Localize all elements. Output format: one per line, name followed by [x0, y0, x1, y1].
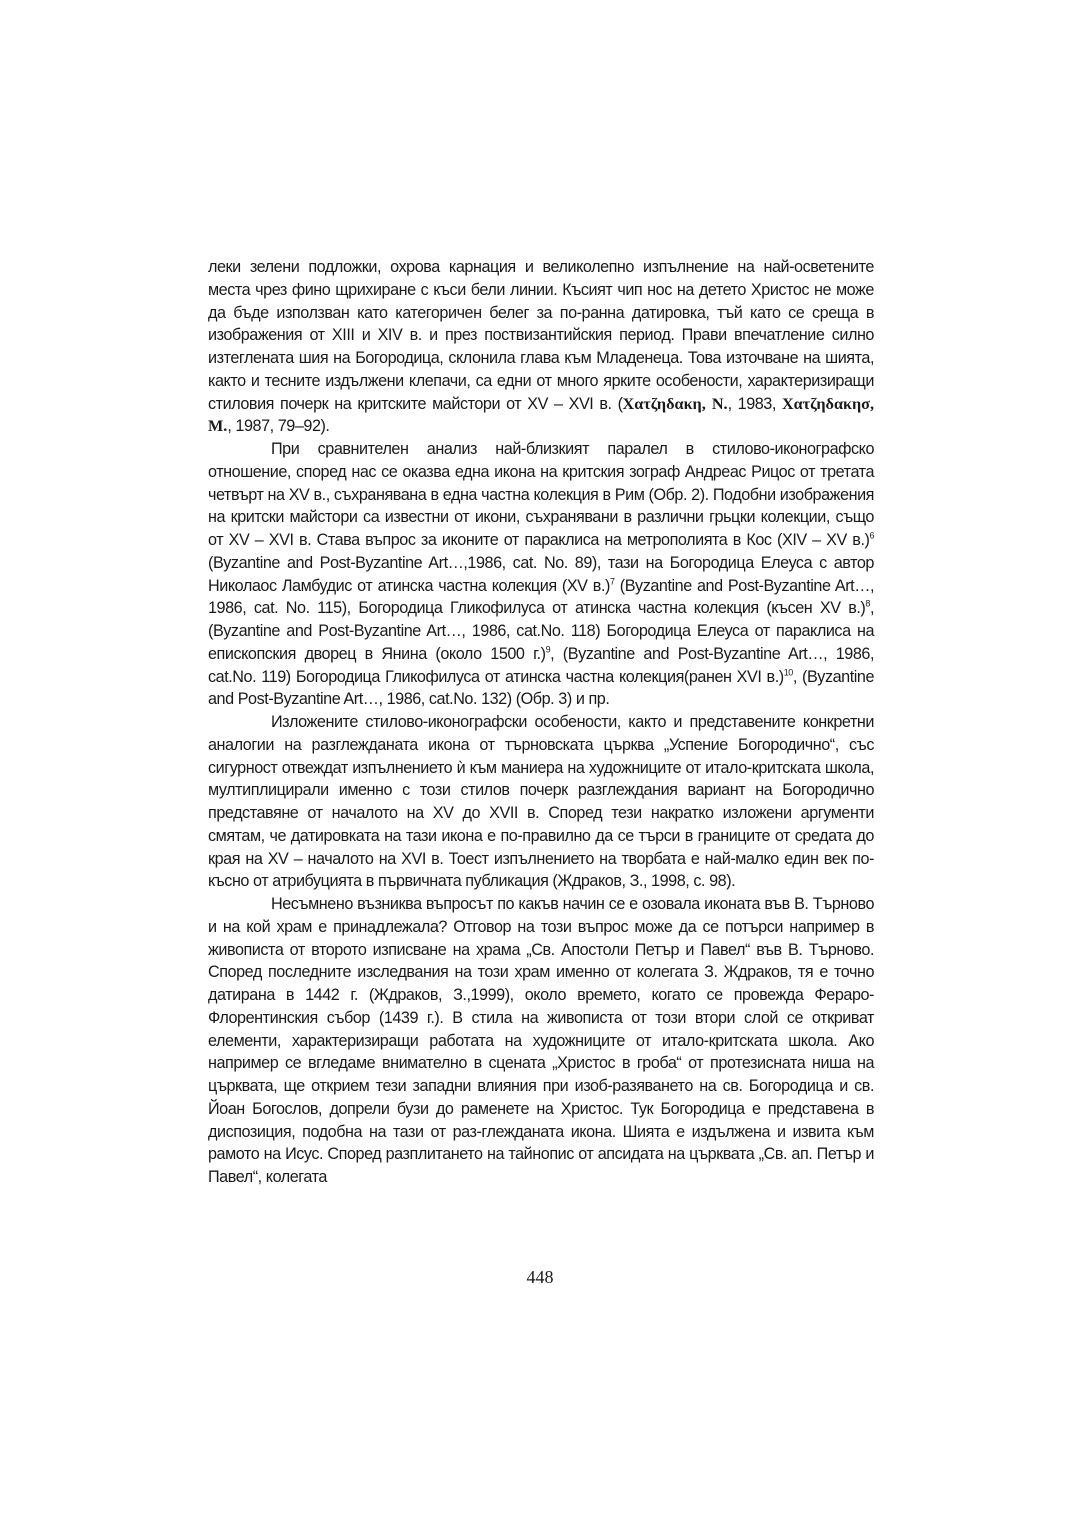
paragraph-1: леки зелени подложки, охрова карнация и великолепно изпълнение на най-осветените места чрез фино щрихиране с къси бели линии. Късият чип нос на детето Христос не може да бъде използван като категоричен белег за по-ранна датировка, тъй като се среща в изображения от XIII и XIV в. и през поствизантийския период. Прави впечатление силно изтегленатa шия на Богородица, склонила глава към Младенеца. Това източване на шията, както и тесните издължени клепачи, са едни от много ярките особености, характеризиращи стиловия почерк на критските майстори от XV – XVI в. (Χατζηδακη, N., 1983, Χατζηδακησ, M., 1987, 79–92).: [208, 258, 875, 436]
footnote-ref-8: 8: [865, 598, 870, 609]
body-text: [208, 256, 874, 1189]
greek-citation-1: Χατζηδακη, N.: [622, 394, 728, 413]
footnote-ref-7: 7: [609, 576, 615, 587]
footnote-ref-6: 6: [869, 530, 874, 541]
paragraph-4: Несъмнено възниква въпросът по какъв начин се е озовала иконата във В. Търново и на кой храм е принадлежала? Отговор на този въпрос може да се потърси например в живописта от второто изписване на храма „Св. Апостоли Петър и Павел“ във В. Търново. Според последните изследвания на този храм именно от колегата З. Ждраков, тя е точно датирана в 1442 г. (Ждраков, З.,1999), около времето, когато се провежда Фераро-Флорентинския събор (1439 г.). В стила на живописта от този втори слой се откриват елементи, характеризиращи работата на художниците от итало-критската школа. Ако например се вгледаме внимателно в сцената „Христос в гроба“ от протезисната ниша на църквата, ще открием тези западни влияния при изоб-разяването на св. Богородица и св. Йоан Богослов, допрели бузи до раменете на Христос. Тук Богородица е представена в диспозиция, подобна на тази от раз-глежданата икона. Шията е издължена и извита към рамото на Исус. Според разплитането на тайнопис от апсидата на църквата „Св. ап. Петър и Павел“, колегата: [208, 895, 874, 1186]
greek-citation-2: Χατζηδακησ, M.: [208, 394, 875, 436]
footnote-ref-9: 9: [545, 644, 551, 655]
page-number: 448: [526, 1267, 554, 1287]
footnote-ref-10: 10: [783, 667, 793, 678]
paragraph-2: При сравнителен анализ най-близкият паралел в стилово-иконографско отношение, според нас се оказва една икона на критския зограф Андреас Рицос от третата четвърт на XV в., съхранявана в една частна колекция в Рим (Обр. 2). Подобни изображения на критски майстори са известни от икони, съхранявани в различни грьцки колекции, също от XV – XVI в. Става въпрос за иконите от параклиса на метрополията в Кос (XIV – XV в.)$^6$ (Byzantine and Post-Byzantine Art…,1986, cat. No. 89), тази на Богородица Елеуса с автор Николаос Ламбудис от атинска частна колекция (XV в.)$^7$ (Byzantine and Post-Byzantine Art…, 1986, cat. No. 115), Богородица Гликофилуса от атинска частна колекция (късен XV в.)$^8$,(Byzantine and Post-Byzantine Art…, 1986, cat.No. 118) Богородица Елеуса от параклиса на епископския дворец в Янина (около 1500 г.)$^9$, (Byzantine and Post-Byzantine Art…, 1986, cat.No. 119) Богородица Гликофилуса от атинска частна колекция(ранен XVI в.)$^{10}$, (Byzantine and Post-Byzantine Art…, 1986, cat.No. 132) (Обр. 3) и пр.: [208, 440, 874, 709]
paragraph-3: Изложените стилово-иконографски особености, както и представените конкретни аналогии на разглежданата икона от търновската църква „Успение Богородично“, със сигурност отвеждат изпълнението ѝ към маниера на художниците от итало-критската школа, мултиплицирали именно с този стилов почерк разглеждания вариант на Богородично представяне от началото на XV до XVII в. Според тези накратко изложени аргументи смятам, че датировката на тази икона е по-правилно да се търси в границите от средата до края на XV – началото на XVI в. Тоест изпълнението на творбата е най-малко един век по-късно от атрибуцията в първичната публикация (Ждраков, З., 1998, с. 98).: [208, 713, 874, 891]
